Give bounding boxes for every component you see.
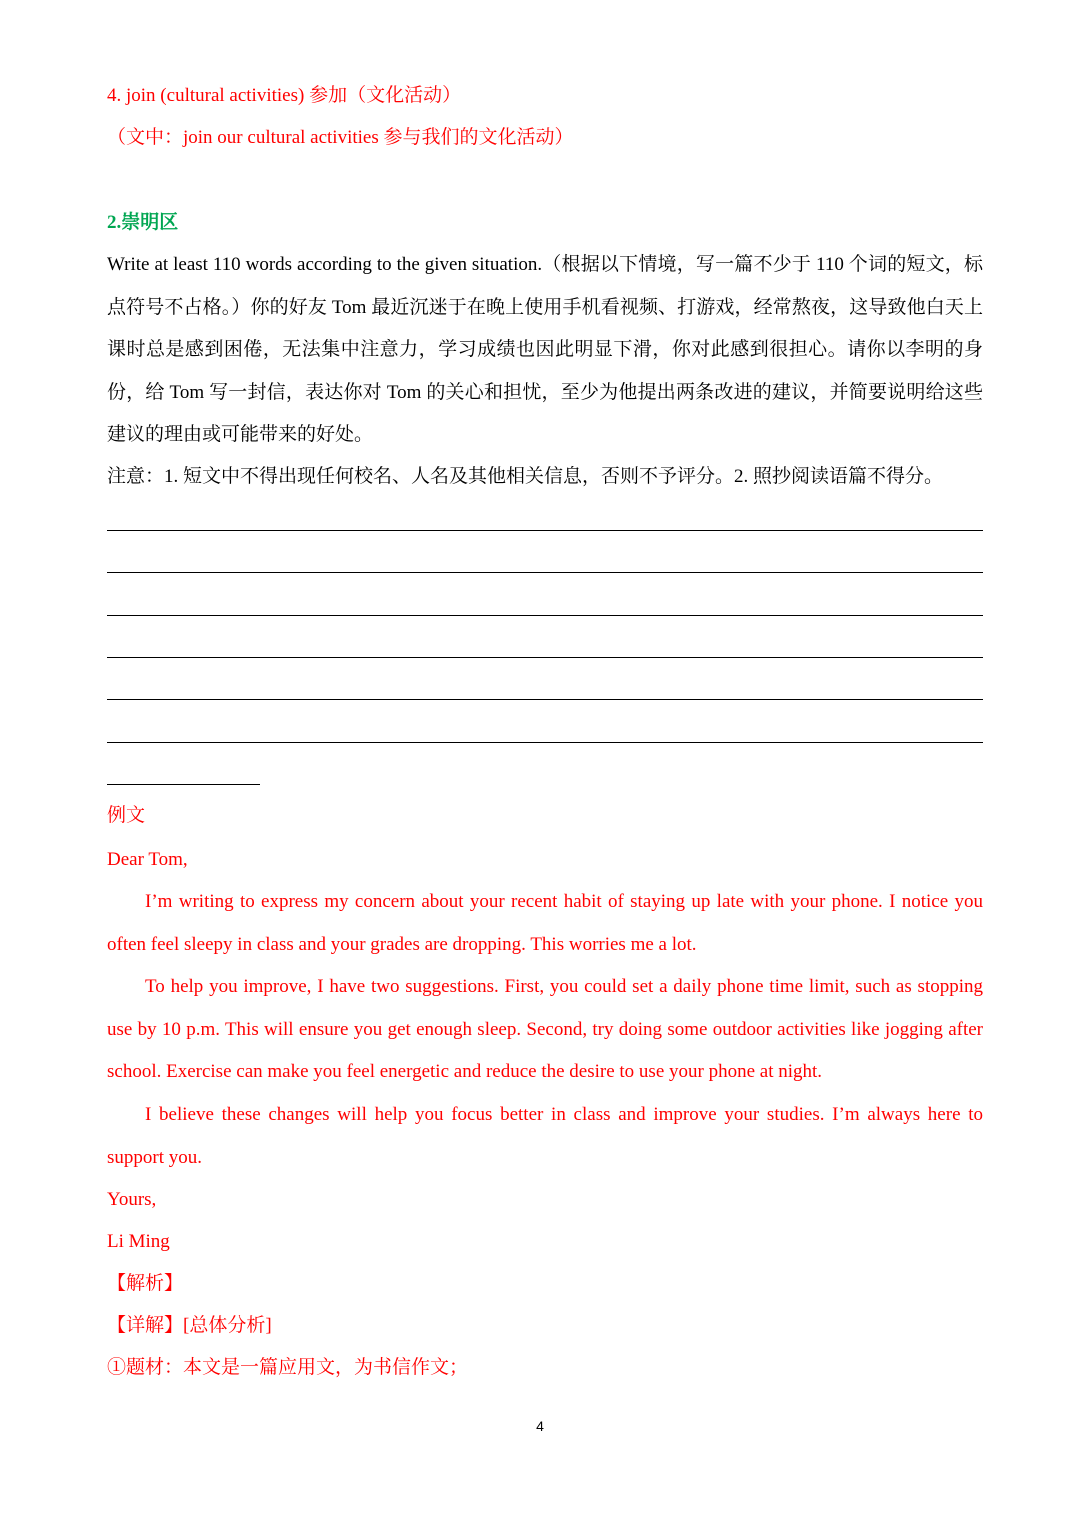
question-note: 注意：1. 短文中不得出现任何校名、人名及其他相关信息，否则不予评分。2. 照抄阅读语篇不得分。 — [107, 466, 944, 487]
sample-label: 例文 — [107, 805, 146, 826]
question-prompt: Write at least 110 words according to the given situation.（根据以下情境，写一篇不少于 110 个词的短文，标点符号不占格。）你的好友 Tom 最近沉迷于在晚上使用手机看视频、打游戏，经常熬夜，这导致他白天上课时总是感到困倦，无法集中注意力，学习成绩也因此明显下滑，你对此感到很担心。请你以李明的身份，给 Tom 写一封信，表达你对 Tom 的关心和担忧，至少为他提出两条改进的建议，并简要说明给这些建议的理由或可能带来的好处。 — [107, 254, 983, 445]
sample-paragraph-1: I’m writing to express my concern about your recent habit of staying up late with your phone. I notice you often feel sleepy in class and your grades are dropping. This worries me a lot. — [107, 891, 983, 955]
vocab-item-4: 4. join (cultural activities) 参加（文化活动） — [107, 85, 462, 106]
sample-paragraph-2: To help you improve, I have two suggestions. First, you could set a daily phone time limit, such as stopping use by 10 p.m. This will ensure you get enough sleep. Second, try doing some outdoor activities like jogging after school. Exercise can make you feel energetic and reduce the desire to use your phone at night. — [107, 976, 983, 1082]
writing-line — [107, 699, 983, 700]
writing-line — [107, 572, 983, 573]
analysis-heading: 【解析】 — [107, 1273, 184, 1294]
writing-line — [107, 530, 983, 531]
writing-line — [107, 657, 983, 658]
writing-line-short — [107, 784, 260, 785]
question-heading: 2.崇明区 — [107, 212, 179, 233]
sample-closing: Yours, — [107, 1189, 157, 1210]
analysis-detail: 【详解】[总体分析] — [107, 1315, 272, 1336]
writing-line — [107, 742, 983, 743]
sample-signature: Li Ming — [107, 1231, 170, 1252]
sample-paragraph-3: I believe these changes will help you focus better in class and improve your studies. I’m always here to support you. — [107, 1104, 983, 1168]
analysis-point-1: ①题材：本文是一篇应用文，为书信作文； — [107, 1357, 469, 1378]
writing-line — [107, 615, 983, 616]
page-number: 4 — [536, 1418, 544, 1434]
sample-greeting: Dear Tom, — [107, 849, 188, 870]
vocab-item-4-context: （文中：join our cultural activities 参与我们的文化活动） — [107, 127, 574, 148]
